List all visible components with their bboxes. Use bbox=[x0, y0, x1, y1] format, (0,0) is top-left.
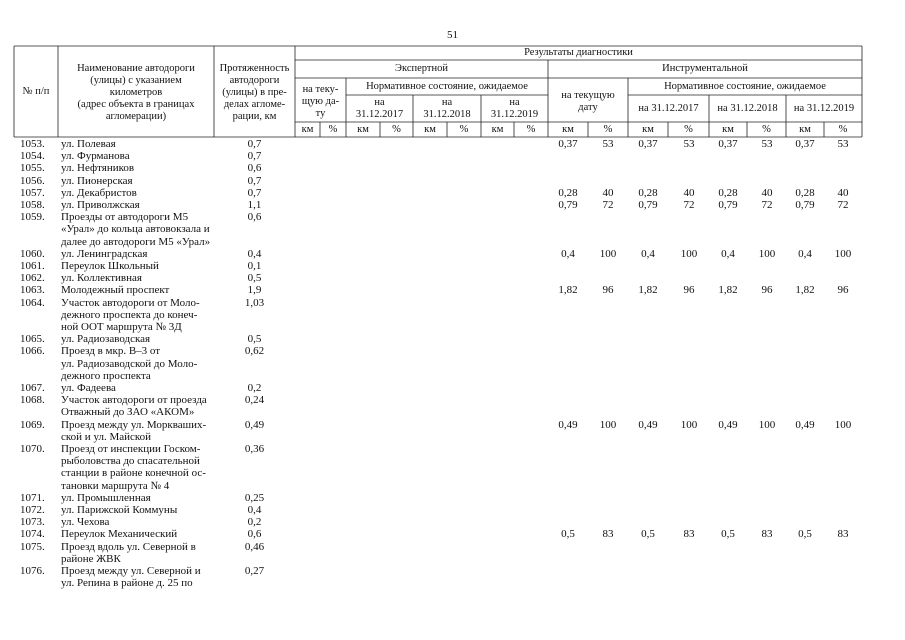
header-num: № п/п bbox=[22, 86, 50, 97]
pct-header: % bbox=[459, 124, 469, 135]
road-name: ул. Ленинградская bbox=[61, 247, 148, 260]
value-km: 0,79 bbox=[558, 199, 578, 211]
road-length: 0,24 bbox=[244, 394, 265, 407]
road-name: Проезды от автодороги М5 bbox=[61, 211, 189, 224]
road-length: 0,4 bbox=[247, 504, 262, 516]
value-pct: 100 bbox=[599, 247, 617, 260]
km-header: км bbox=[562, 124, 574, 135]
row-number: 1054. bbox=[20, 150, 45, 163]
value-km: 0,28 bbox=[718, 186, 738, 199]
road-name: рыболовства до спасательной bbox=[61, 455, 200, 468]
road-length: 0,7 bbox=[247, 174, 262, 187]
road-name: Участок автодороги от проезда bbox=[61, 394, 207, 407]
km-header: км bbox=[799, 124, 811, 135]
row-number: 1074. bbox=[20, 528, 45, 541]
road-name: Молодежный проспект bbox=[61, 284, 170, 297]
road-length: 0,2 bbox=[247, 516, 262, 529]
road-name: Проезд между ул. Северной и bbox=[61, 565, 201, 577]
row-number: 1061. bbox=[20, 260, 45, 272]
road-length: 0,7 bbox=[247, 150, 262, 163]
value-km: 1,82 bbox=[718, 284, 738, 297]
value-pct: 72 bbox=[602, 199, 614, 211]
row-number: 1064. bbox=[20, 296, 45, 309]
value-pct: 100 bbox=[680, 418, 698, 431]
road-name: ул. Приволжская bbox=[61, 199, 140, 211]
road-name: ул. Фурманова bbox=[61, 150, 130, 163]
header-length: Протяженность автодороги (улицы) в пре- делах агломе- рации, км bbox=[219, 63, 290, 122]
row-number: 1057. bbox=[20, 186, 45, 199]
value-pct: 96 bbox=[602, 284, 614, 297]
road-name: Отважный до ЗАО «АКОМ» bbox=[61, 406, 195, 419]
road-length: 0,27 bbox=[244, 565, 265, 577]
road-length: 0,62 bbox=[244, 345, 265, 358]
value-pct: 100 bbox=[758, 247, 776, 260]
road-name: ул. Фадеева bbox=[61, 382, 116, 394]
road-name: дежного проспекта до конеч- bbox=[61, 308, 198, 321]
road-length: 0,25 bbox=[244, 491, 265, 504]
road-length: 0,7 bbox=[247, 138, 262, 150]
value-pct: 100 bbox=[834, 418, 852, 431]
km-header: км bbox=[722, 124, 734, 135]
value-pct: 53 bbox=[761, 138, 773, 150]
road-length: 0,6 bbox=[247, 211, 262, 224]
row-number: 1067. bbox=[20, 382, 45, 394]
road-length: 0,6 bbox=[247, 162, 262, 175]
pct-header: % bbox=[328, 124, 338, 135]
pct-header: % bbox=[838, 124, 848, 135]
road-name: ул. Радиозаводская bbox=[61, 333, 151, 346]
row-number: 1056. bbox=[20, 174, 45, 187]
value-pct: 40 bbox=[761, 186, 773, 199]
road-name: ной ООТ маршрута № 3Д bbox=[61, 321, 182, 333]
value-km: 0,4 bbox=[641, 247, 655, 260]
value-km: 0,4 bbox=[798, 247, 812, 260]
value-km: 0,49 bbox=[795, 418, 815, 431]
header-normative-instr: Нормативное состояние, ожидаемое bbox=[664, 81, 826, 92]
value-pct: 96 bbox=[683, 284, 695, 297]
row-number: 1066. bbox=[20, 345, 45, 358]
value-pct: 40 bbox=[602, 186, 614, 199]
header-date-instr-2017: на 31.12.2017 bbox=[638, 103, 699, 114]
km-header: км bbox=[642, 124, 654, 135]
value-km: 0,37 bbox=[558, 138, 578, 150]
road-length: 0,2 bbox=[247, 382, 262, 394]
km-header: км bbox=[301, 124, 314, 135]
road-name: «Урал» до кольца автовокзала и bbox=[61, 223, 210, 236]
value-pct: 72 bbox=[761, 199, 773, 211]
km-header: км bbox=[491, 124, 504, 135]
road-name: ской и ул. Майской bbox=[61, 430, 152, 443]
pct-header: % bbox=[603, 124, 613, 135]
road-name: дежного проспекта bbox=[61, 369, 151, 382]
road-name: ул. Чехова bbox=[61, 516, 110, 529]
road-name: Участок автодороги от Моло- bbox=[61, 296, 200, 309]
row-number: 1065. bbox=[20, 333, 45, 346]
header-expert: Экспертной bbox=[395, 63, 448, 74]
road-length: 0,1 bbox=[247, 260, 262, 272]
road-length: 1,9 bbox=[247, 284, 262, 297]
value-km: 1,82 bbox=[558, 284, 578, 297]
header-date-expert-2017: на 31.12.2017 bbox=[355, 97, 404, 120]
road-name: ул. Полевая bbox=[61, 138, 116, 150]
road-name: Проезд от инспекции Госком- bbox=[61, 443, 201, 455]
value-pct: 83 bbox=[837, 528, 849, 541]
value-km: 0,5 bbox=[798, 528, 812, 541]
value-pct: 83 bbox=[602, 528, 614, 541]
value-km: 0,79 bbox=[795, 199, 815, 211]
road-name: ул. Нефтяников bbox=[61, 162, 135, 175]
road-name: Проезд в мкр. В–3 от bbox=[61, 345, 161, 358]
pct-header: % bbox=[526, 124, 536, 135]
value-km: 0,49 bbox=[718, 418, 738, 431]
value-km: 1,82 bbox=[638, 284, 658, 297]
road-name: ул. Коллективная bbox=[61, 272, 142, 285]
row-number: 1069. bbox=[20, 418, 45, 431]
value-pct: 100 bbox=[680, 247, 698, 260]
value-km: 0,79 bbox=[638, 199, 658, 211]
road-length: 0,5 bbox=[247, 333, 262, 346]
value-pct: 40 bbox=[683, 186, 695, 199]
header-date-instr-2018: на 31.12.2018 bbox=[717, 103, 778, 114]
page-number: 51 bbox=[447, 29, 458, 41]
road-length: 1,03 bbox=[244, 296, 265, 309]
road-length: 1,1 bbox=[247, 199, 262, 211]
header-name: Наименование автодороги (улицы) с указанием километров (адрес объекта в границах агломерации) bbox=[77, 63, 195, 122]
row-number: 1072. bbox=[20, 504, 45, 516]
road-name: далее до автодороги М5 «Урал» bbox=[61, 235, 211, 248]
row-number: 1073. bbox=[20, 516, 45, 529]
row-number: 1068. bbox=[20, 394, 45, 407]
road-name: ул. Репина в районе д. 25 по bbox=[61, 577, 193, 590]
road-name: районе ЖВК bbox=[61, 552, 121, 565]
header-date-expert-2018: на 31.12.2018 bbox=[423, 97, 471, 120]
road-name: Проезд между ул. Моркваших- bbox=[61, 418, 207, 431]
value-km: 0,49 bbox=[558, 418, 578, 431]
road-name: ул. Пионерская bbox=[61, 174, 133, 187]
value-pct: 72 bbox=[837, 199, 849, 211]
road-name: Переулок Школьный bbox=[61, 260, 159, 272]
value-km: 0,79 bbox=[718, 199, 738, 211]
value-pct: 40 bbox=[837, 186, 849, 199]
header-current-expert: на теку- щую да- ту bbox=[301, 84, 340, 119]
road-length: 0,7 bbox=[247, 186, 262, 199]
road-name: тановки маршрута № 4 bbox=[61, 479, 170, 492]
value-pct: 100 bbox=[599, 418, 617, 431]
value-km: 0,37 bbox=[795, 138, 815, 150]
header-date-instr-2019: на 31.12.2019 bbox=[793, 103, 855, 114]
km-header: км bbox=[424, 124, 436, 135]
row-number: 1053. bbox=[20, 138, 45, 150]
header-normative-expert: Нормативное состояние, ожидаемое bbox=[366, 81, 528, 92]
header-current-instr: на текущую дату bbox=[561, 90, 615, 113]
value-km: 0,5 bbox=[641, 528, 655, 541]
value-km: 0,37 bbox=[638, 138, 658, 150]
header-diagnostics: Результаты диагностики bbox=[524, 47, 633, 58]
value-km: 0,37 bbox=[718, 138, 738, 150]
value-km: 0,4 bbox=[561, 247, 575, 260]
row-number: 1059. bbox=[20, 211, 45, 224]
row-number: 1058. bbox=[20, 199, 45, 211]
road-name: ул. Парижской Коммуны bbox=[61, 504, 178, 516]
road-name: ул. Промышленная bbox=[61, 491, 151, 504]
pct-header: % bbox=[684, 124, 693, 135]
value-pct: 72 bbox=[683, 199, 695, 211]
row-number: 1070. bbox=[20, 443, 45, 455]
value-km: 0,28 bbox=[558, 186, 578, 199]
row-number: 1063. bbox=[20, 284, 45, 297]
road-length: 0,46 bbox=[244, 540, 265, 553]
value-km: 0,5 bbox=[721, 528, 735, 541]
road-length: 0,5 bbox=[247, 272, 262, 285]
value-km: 0,28 bbox=[795, 186, 815, 199]
road-name: ул. Декабристов bbox=[61, 186, 137, 199]
road-length: 0,36 bbox=[244, 443, 265, 455]
value-km: 1,82 bbox=[795, 284, 815, 297]
road-name: Переулок Механический bbox=[61, 528, 178, 541]
value-km: 0,28 bbox=[638, 186, 658, 199]
row-number: 1076. bbox=[20, 565, 45, 577]
road-name: станции в районе конечной ос- bbox=[61, 467, 206, 480]
road-name: Проезд вдоль ул. Северной в bbox=[61, 540, 196, 553]
row-number: 1055. bbox=[20, 162, 45, 175]
road-length: 0,49 bbox=[244, 418, 265, 431]
km-header: км bbox=[357, 124, 369, 135]
value-km: 0,49 bbox=[638, 418, 658, 431]
value-km: 0,5 bbox=[561, 528, 575, 541]
value-km: 0,4 bbox=[721, 247, 735, 260]
value-pct: 100 bbox=[758, 418, 776, 431]
pct-header: % bbox=[392, 124, 401, 135]
row-number: 1075. bbox=[20, 540, 45, 553]
pct-header: % bbox=[762, 124, 771, 135]
value-pct: 83 bbox=[761, 528, 773, 541]
value-pct: 53 bbox=[837, 138, 849, 150]
road-length: 0,4 bbox=[247, 247, 262, 260]
header-instrumental: Инструментальной bbox=[662, 63, 748, 74]
row-number: 1060. bbox=[20, 247, 45, 260]
row-number: 1071. bbox=[20, 491, 45, 504]
road-length: 0,6 bbox=[247, 528, 262, 541]
header-date-expert-2019: на 31.12.2019 bbox=[490, 97, 539, 120]
value-pct: 53 bbox=[602, 138, 614, 150]
value-pct: 100 bbox=[834, 247, 852, 260]
value-pct: 96 bbox=[837, 284, 849, 297]
row-number: 1062. bbox=[20, 272, 45, 285]
value-pct: 96 bbox=[761, 284, 773, 297]
value-pct: 83 bbox=[683, 528, 695, 541]
road-name: ул. Радиозаводской до Моло- bbox=[61, 357, 198, 370]
value-pct: 53 bbox=[683, 138, 695, 150]
